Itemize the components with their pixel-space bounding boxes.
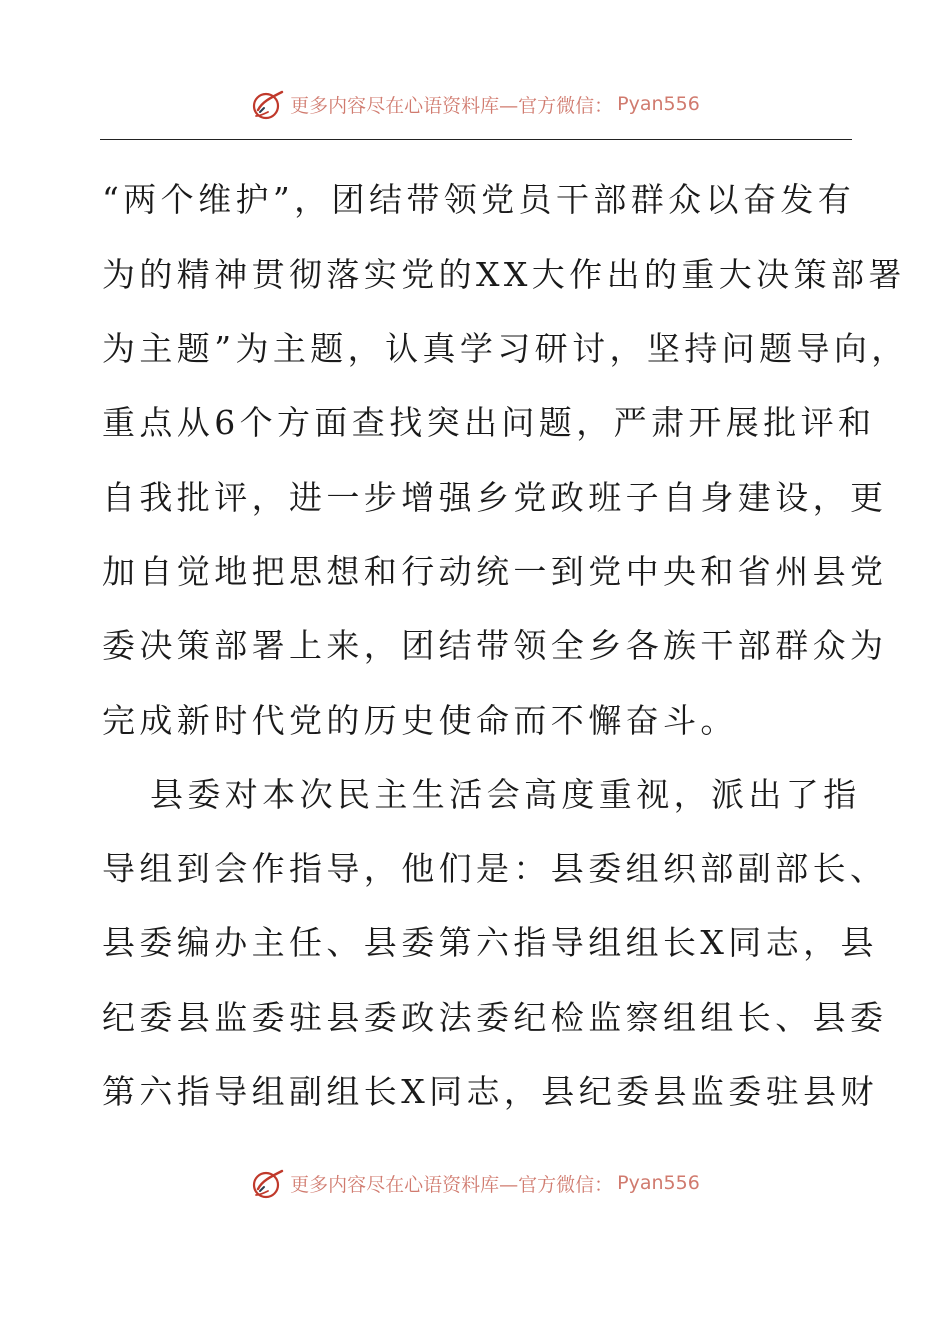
watermark-wechat-id: Pyan556 [617, 93, 700, 115]
text-line: 为的精神贯彻落实党的XX大作出的重大决策部署 [102, 255, 906, 294]
header-watermark [0, 84, 950, 124]
text-line: 第六指导组副组长X同志，县纪委县监委驻县财 [102, 1072, 878, 1111]
text-line: 县委对本次民主生活会高度重视，派出了指 [150, 775, 861, 814]
text-line: 完成新时代党的历史使命而不懈奋斗。 [102, 701, 738, 740]
text-line: 加自觉地把思想和行动统一到党中央和省州县党 [102, 552, 888, 591]
header-rule [100, 139, 852, 140]
text-line: 自我批评，进一步增强乡党政班子自身建设，更 [102, 478, 888, 517]
footer-watermark [0, 1163, 950, 1203]
text-line: 重点从6个方面查找突出问题，严肃开展批评和 [102, 403, 876, 442]
watermark-text: 更多内容尽在心语资料库—官方微信： [290, 94, 614, 117]
text-line: 为主题”为主题，认真学习研讨，坚持问题导向， [102, 329, 909, 368]
pen-logo-icon [250, 1165, 286, 1201]
watermark-wechat-id: Pyan556 [617, 1172, 700, 1194]
text-line: 纪委县监委驻县委政法委纪检监察组组长、县委 [102, 998, 888, 1037]
watermark-text: 更多内容尽在心语资料库—官方微信： [290, 1173, 614, 1196]
text-line: 委决策部署上来，团结带领全乡各族干部群众为 [102, 626, 888, 665]
text-line: 导组到会作指导，他们是：县委组织部副部长、 [102, 849, 888, 888]
pen-logo-icon [250, 86, 286, 122]
text-line: “两个维护”，团结带领党员干部群众以奋发有 [102, 180, 856, 219]
text-line: 县委编办主任、县委第六指导组组长X同志，县 [102, 923, 878, 962]
